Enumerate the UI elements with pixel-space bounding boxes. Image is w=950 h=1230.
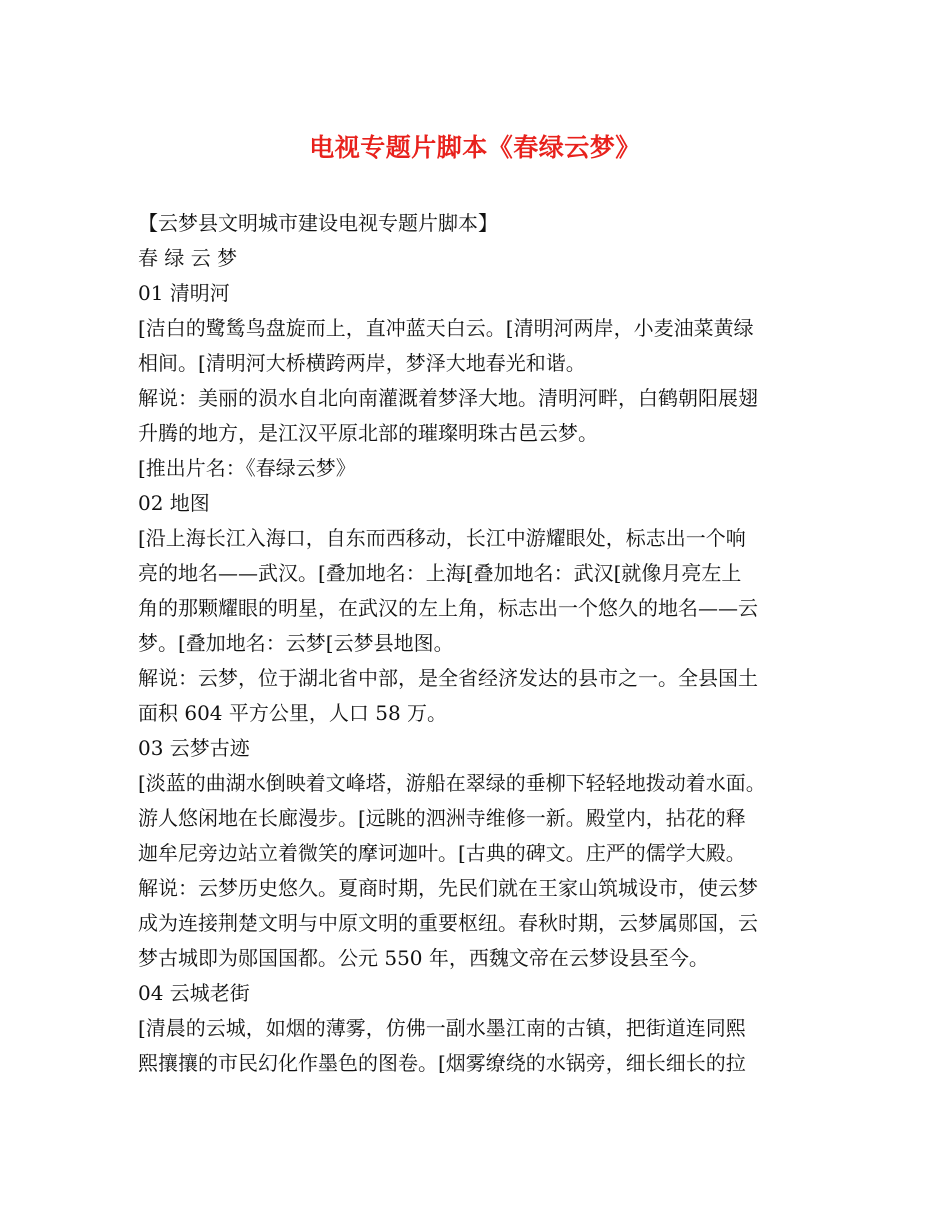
text-line: 成为连接荆楚文明与中原文明的重要枢纽。春秋时期，云梦属郧国，云 bbox=[138, 911, 758, 935]
text-line: 解说：云梦，位于湖北省中部，是全省经济发达的县市之一。全县国土 bbox=[138, 666, 758, 690]
text-line: 角的那颗耀眼的明星，在武汉的左上角，标志出一个悠久的地名——云 bbox=[138, 596, 758, 620]
text-line: 迦牟尼旁边站立着微笑的摩诃迦叶。[古典的碑文。庄严的儒学大殿。 bbox=[138, 841, 746, 865]
text-line: 相间。[清明河大桥横跨两岸，梦泽大地春光和谐。 bbox=[138, 351, 586, 375]
document-body bbox=[138, 206, 818, 1081]
text-line: 春 绿 云 梦 bbox=[138, 246, 238, 270]
text-line: 升腾的地方，是江汉平原北部的璀璨明珠古邑云梦。 bbox=[138, 421, 598, 445]
text-line: 01 清明河 bbox=[138, 281, 230, 305]
text-line: 亮的地名——武汉。[叠加地名：上海[叠加地名：武汉[就像月亮左上 bbox=[138, 561, 742, 585]
text-line: 解说：云梦历史悠久。夏商时期，先民们就在王家山筑城设市，使云梦 bbox=[138, 876, 758, 900]
text-line: [淡蓝的曲湖水倒映着文峰塔，游船在翠绿的垂柳下轻轻地拨动着水面。 bbox=[138, 771, 766, 795]
document-title: 电视专题片脚本《春绿云梦》 bbox=[309, 133, 641, 162]
text-line: 04 云城老街 bbox=[138, 981, 250, 1005]
text-line: 03 云梦古迹 bbox=[138, 736, 250, 760]
text-line: [清晨的云城，如烟的薄雾，仿佛一副水墨江南的古镇，把街道连同熙 bbox=[138, 1016, 746, 1040]
text-line: [洁白的鹭鸶鸟盘旋而上，直冲蓝天白云。[清明河两岸，小麦油菜黄绿 bbox=[138, 316, 754, 340]
text-line: [推出片名：《春绿云梦》 bbox=[138, 456, 356, 480]
text-line: 梦古城即为郧国国都。公元 550 年，西魏文帝在云梦设县至今。 bbox=[138, 946, 709, 970]
text-line: 梦。[叠加地名：云梦[云梦县地图。 bbox=[138, 631, 454, 655]
text-line: 游人悠闲地在长廊漫步。[远眺的泗洲寺维修一新。殿堂内，拈花的释 bbox=[138, 806, 746, 830]
text-line: 解说：美丽的涢水自北向南灌溉着梦泽大地。清明河畔，白鹤朝阳展翅 bbox=[138, 386, 758, 410]
text-line: [沿上海长江入海口，自东而西移动，长江中游耀眼处，标志出一个响 bbox=[138, 526, 746, 550]
text-line: 面积 604 平方公里，人口 58 万。 bbox=[138, 701, 448, 725]
text-line: 【云梦县文明城市建设电视专题片脚本】 bbox=[138, 211, 498, 235]
text-line: 熙攘攘的市民幻化作墨色的图卷。[烟雾缭绕的水锅旁，细长细长的拉 bbox=[138, 1051, 746, 1075]
text-line: 02 地图 bbox=[138, 491, 210, 515]
